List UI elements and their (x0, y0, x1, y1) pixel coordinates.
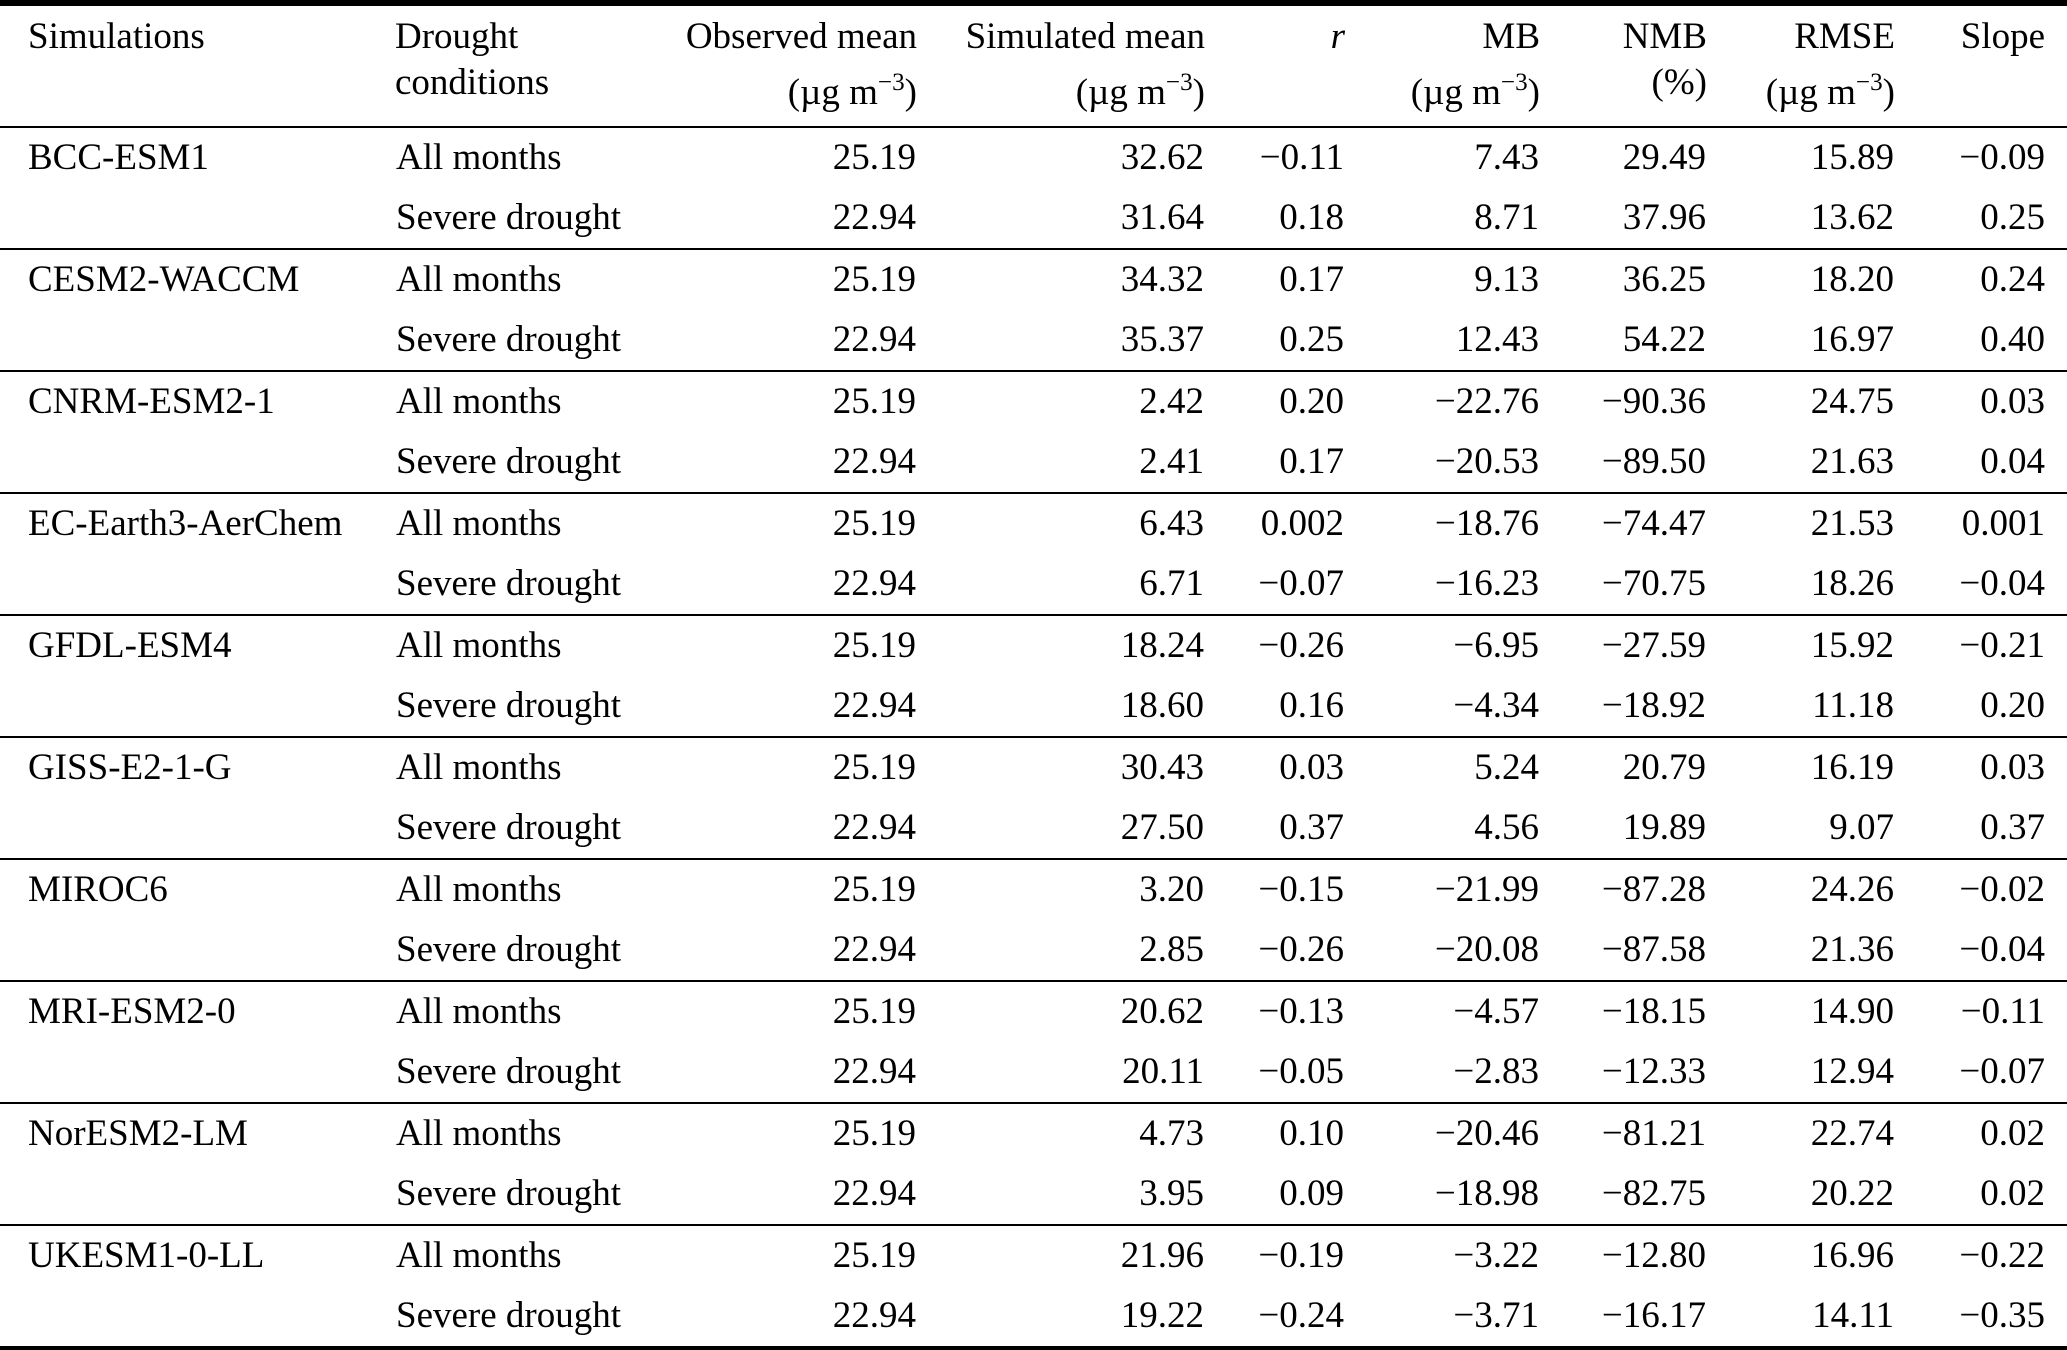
rmse-cell: 16.19 (1810, 746, 1894, 788)
nmb-cell: −82.75 (1601, 1172, 1706, 1214)
slope-cell: −0.09 (1959, 136, 2045, 178)
nmb-cell: −27.59 (1601, 624, 1706, 666)
table-row (0, 859, 2067, 920)
observed-cell: 25.19 (832, 868, 916, 910)
r-cell: −0.19 (1258, 1234, 1344, 1276)
model-name-cell (0, 676, 395, 737)
slope-cell: −0.35 (1959, 1294, 2045, 1336)
nmb-cell: 54.22 (1622, 318, 1706, 360)
col-header-label: Observed mean (685, 16, 917, 57)
rmse-cell: 21.53 (1810, 502, 1894, 544)
model-name-cell: BCC-ESM1 (28, 136, 209, 178)
observed-cell: 22.94 (832, 196, 916, 238)
observed-cell: 22.94 (832, 806, 916, 848)
table-row (0, 310, 2067, 371)
mb-cell: −18.76 (1434, 502, 1539, 544)
r-cell: 0.18 (1279, 196, 1344, 238)
condition-cell: Severe drought (396, 318, 622, 360)
observed-cell: 22.94 (832, 928, 916, 970)
table-row (0, 1103, 2067, 1164)
mb-cell: 4.56 (1474, 806, 1539, 848)
model-name-cell (0, 432, 395, 493)
nmb-cell: −87.28 (1601, 868, 1706, 910)
r-cell: 0.002 (1260, 502, 1344, 544)
table-row (0, 371, 2067, 432)
nmb-cell: 19.89 (1622, 806, 1706, 848)
mb-cell: −21.99 (1434, 868, 1539, 910)
unit-superscript: −3 (877, 69, 905, 96)
nmb-cell: 37.96 (1622, 196, 1706, 238)
condition-cell: Severe drought (396, 1172, 622, 1214)
table-row (0, 493, 2067, 554)
nmb-cell: −89.50 (1601, 440, 1706, 482)
observed-cell: 22.94 (832, 562, 916, 604)
col-header-simulations (0, 3, 395, 127)
col-header-label: Drought conditions (395, 16, 550, 103)
table-row (0, 676, 2067, 737)
col-header-observed-mean (667, 3, 917, 127)
rmse-cell: 21.36 (1810, 928, 1894, 970)
condition-cell: All months (396, 136, 562, 178)
table-row (0, 1225, 2067, 1286)
nmb-cell: −70.75 (1601, 562, 1706, 604)
rmse-cell: 18.20 (1810, 258, 1894, 300)
model-group (0, 737, 2067, 859)
col-header-r (1205, 3, 1345, 127)
col-header-unit: (µg $m^{-3}$) (1765, 69, 1895, 113)
slope-cell: −0.21 (1959, 624, 2045, 666)
condition-cell: Severe drought (396, 1050, 622, 1092)
rmse-cell: 22.74 (1810, 1112, 1894, 1154)
r-cell: 0.17 (1279, 440, 1344, 482)
simulated-cell: 3.95 (1139, 1172, 1204, 1214)
r-cell: 0.25 (1279, 318, 1344, 360)
simulated-cell: 3.20 (1139, 868, 1204, 910)
simulated-cell: 21.96 (1120, 1234, 1204, 1276)
table-row (0, 798, 2067, 859)
observed-cell: 25.19 (832, 136, 916, 178)
observed-cell: 25.19 (832, 1234, 916, 1276)
condition-cell: Severe drought (396, 684, 622, 726)
nmb-cell: −16.17 (1601, 1294, 1706, 1336)
slope-cell: −0.07 (1959, 1050, 2045, 1092)
model-name-cell (0, 310, 395, 371)
model-group (0, 249, 2067, 371)
unit-superscript: −3 (1165, 69, 1193, 96)
rmse-cell: 18.26 (1810, 562, 1894, 604)
slope-cell: 0.03 (1980, 380, 2045, 422)
observed-cell: 25.19 (832, 258, 916, 300)
mb-cell: 12.43 (1455, 318, 1539, 360)
simulated-cell: 2.42 (1139, 380, 1204, 422)
condition-cell: All months (396, 868, 562, 910)
r-cell: −0.26 (1258, 928, 1344, 970)
model-name-cell (0, 798, 395, 859)
col-header-drought-conditions (395, 3, 667, 127)
observed-cell: 25.19 (832, 746, 916, 788)
r-cell: −0.05 (1258, 1050, 1344, 1092)
rmse-cell: 16.97 (1810, 318, 1894, 360)
model-group (0, 1225, 2067, 1348)
slope-cell: −0.04 (1959, 928, 2045, 970)
table-row (0, 920, 2067, 981)
mb-cell: −20.46 (1434, 1112, 1539, 1154)
simulated-cell: 6.43 (1139, 502, 1204, 544)
simulated-cell: 31.64 (1120, 196, 1204, 238)
observed-cell: 25.19 (832, 502, 916, 544)
mb-cell: −6.95 (1453, 624, 1539, 666)
mb-cell: 8.71 (1474, 196, 1539, 238)
table-row (0, 188, 2067, 249)
observed-cell: 25.19 (832, 990, 916, 1032)
simulated-cell: 20.11 (1122, 1050, 1204, 1092)
observed-cell: 22.94 (832, 318, 916, 360)
mb-cell: −20.08 (1434, 928, 1539, 970)
slope-cell: 0.04 (1980, 440, 2045, 482)
rmse-cell: 15.92 (1810, 624, 1894, 666)
r-cell: 0.16 (1279, 684, 1344, 726)
rmse-cell: 9.07 (1829, 806, 1894, 848)
table-row (0, 981, 2067, 1042)
simulated-cell: 27.50 (1120, 806, 1204, 848)
rmse-cell: 13.62 (1810, 196, 1894, 238)
rmse-cell: 14.11 (1812, 1294, 1894, 1336)
mb-cell: −18.98 (1434, 1172, 1539, 1214)
table-row (0, 554, 2067, 615)
model-group (0, 493, 2067, 615)
model-group (0, 615, 2067, 737)
table-row (0, 615, 2067, 676)
col-header-label: Simulated mean (965, 16, 1205, 57)
table-row (0, 1164, 2067, 1225)
table-row (0, 737, 2067, 798)
table-header (0, 3, 2067, 127)
mb-cell: −22.76 (1434, 380, 1539, 422)
col-header-nmb (1540, 3, 1707, 127)
condition-cell: All months (396, 502, 562, 544)
nmb-cell: −74.47 (1601, 502, 1706, 544)
col-header-label: Simulations (28, 16, 205, 57)
slope-cell: −0.04 (1959, 562, 2045, 604)
col-header-unit: (µg $m^{-3}$) (1075, 69, 1205, 113)
table-row (0, 127, 2067, 188)
nmb-cell: −81.21 (1601, 1112, 1706, 1154)
rmse-cell: 12.94 (1810, 1050, 1894, 1092)
rmse-cell: 14.90 (1810, 990, 1894, 1032)
nmb-cell: 20.79 (1622, 746, 1706, 788)
r-cell: −0.07 (1258, 562, 1344, 604)
slope-cell: 0.03 (1980, 746, 2045, 788)
table-row (0, 1042, 2067, 1103)
model-name-cell: UKESM1-0-LL (28, 1234, 265, 1276)
model-name-cell: GFDL-ESM4 (28, 624, 232, 666)
nmb-cell: 36.25 (1622, 258, 1706, 300)
mb-cell: −2.83 (1453, 1050, 1539, 1092)
model-group (0, 859, 2067, 981)
slope-cell: −0.22 (1959, 1234, 2045, 1276)
r-cell: 0.09 (1279, 1172, 1344, 1214)
condition-cell: All months (396, 258, 562, 300)
model-name-cell (0, 1164, 395, 1225)
model-name-cell (0, 1286, 395, 1348)
slope-cell: 0.02 (1980, 1172, 2045, 1214)
model-name-cell (0, 554, 395, 615)
nmb-cell: −90.36 (1601, 380, 1706, 422)
simulated-cell: 32.62 (1120, 136, 1204, 178)
col-header-label: r (1330, 16, 1345, 57)
model-name-cell: EC-Earth3-AerChem (28, 502, 343, 544)
model-name-cell: NorESM2-LM (28, 1112, 248, 1154)
col-header-rmse (1707, 3, 1895, 127)
col-header-label: NMB (1622, 16, 1707, 57)
simulated-cell: 4.73 (1139, 1112, 1204, 1154)
col-header-unit: (%) (1651, 62, 1707, 103)
observed-cell: 22.94 (832, 440, 916, 482)
condition-cell: Severe drought (396, 928, 622, 970)
r-cell: −0.26 (1258, 624, 1344, 666)
r-cell: −0.24 (1258, 1294, 1344, 1336)
col-header-unit: (µg $m^{-3}$) (787, 69, 917, 113)
mb-cell: 9.13 (1474, 258, 1539, 300)
nmb-cell: −18.15 (1601, 990, 1706, 1032)
simulated-cell: 2.41 (1139, 440, 1204, 482)
observed-cell: 25.19 (832, 624, 916, 666)
observed-cell: 25.19 (832, 380, 916, 422)
observed-cell: 22.94 (832, 1050, 916, 1092)
col-header-slope (1895, 3, 2067, 127)
rmse-cell: 15.89 (1810, 136, 1894, 178)
rmse-cell: 21.63 (1810, 440, 1894, 482)
mb-cell: −20.53 (1434, 440, 1539, 482)
condition-cell: Severe drought (396, 562, 622, 604)
model-name-cell: MIROC6 (28, 868, 168, 910)
simulated-cell: 6.71 (1139, 562, 1204, 604)
simulated-cell: 19.22 (1120, 1294, 1204, 1336)
model-group (0, 371, 2067, 493)
rmse-cell: 24.26 (1810, 868, 1894, 910)
model-name-cell: CNRM-ESM2-1 (28, 380, 275, 422)
r-cell: −0.11 (1259, 136, 1344, 178)
rmse-cell: 11.18 (1812, 684, 1894, 726)
model-group (0, 127, 2067, 249)
slope-cell: 0.001 (1961, 502, 2045, 544)
model-group (0, 981, 2067, 1103)
slope-cell: −0.02 (1959, 868, 2045, 910)
mb-cell: −3.22 (1453, 1234, 1539, 1276)
condition-cell: All months (396, 380, 562, 422)
rmse-cell: 16.96 (1810, 1234, 1894, 1276)
slope-cell: 0.25 (1980, 196, 2045, 238)
slope-cell: 0.37 (1980, 806, 2045, 848)
simulated-cell: 18.24 (1120, 624, 1204, 666)
simulated-cell: 30.43 (1120, 746, 1204, 788)
condition-cell: Severe drought (396, 806, 622, 848)
r-cell: 0.20 (1279, 380, 1344, 422)
col-header-simulated-mean (917, 3, 1205, 127)
mb-cell: 7.43 (1474, 136, 1539, 178)
simulated-cell: 34.32 (1120, 258, 1204, 300)
table-row (0, 432, 2067, 493)
col-header-label: RMSE (1794, 16, 1895, 57)
condition-cell: All months (396, 1234, 562, 1276)
observed-cell: 22.94 (832, 1172, 916, 1214)
simulated-cell: 35.37 (1120, 318, 1204, 360)
model-name-cell (0, 1042, 395, 1103)
model-name-cell: MRI-ESM2-0 (28, 990, 236, 1032)
observed-cell: 25.19 (832, 1112, 916, 1154)
condition-cell: All months (396, 746, 562, 788)
r-cell: 0.17 (1279, 258, 1344, 300)
table-row (0, 1286, 2067, 1348)
header-row (0, 3, 2067, 127)
slope-cell: 0.40 (1980, 318, 2045, 360)
nmb-cell: −12.80 (1601, 1234, 1706, 1276)
condition-cell: All months (396, 1112, 562, 1154)
model-group (0, 1103, 2067, 1225)
table-row (0, 249, 2067, 310)
col-header-unit: (µg $m^{-3}$) (1410, 69, 1540, 113)
r-cell: 0.37 (1279, 806, 1344, 848)
col-header-label: Slope (1960, 16, 2045, 57)
mb-cell: −16.23 (1434, 562, 1539, 604)
mb-cell: −3.71 (1453, 1294, 1539, 1336)
condition-cell: All months (396, 624, 562, 666)
col-header-mb (1345, 3, 1540, 127)
mb-cell: −4.34 (1453, 684, 1539, 726)
slope-cell: 0.02 (1980, 1112, 2045, 1154)
col-header-label: MB (1482, 16, 1540, 57)
condition-cell: All months (396, 990, 562, 1032)
r-cell: −0.15 (1258, 868, 1344, 910)
observed-cell: 22.94 (832, 684, 916, 726)
r-cell: −0.13 (1258, 990, 1344, 1032)
rmse-cell: 24.75 (1810, 380, 1894, 422)
unit-superscript: −3 (1500, 69, 1528, 96)
mb-cell: −4.57 (1453, 990, 1539, 1032)
simulated-cell: 2.85 (1139, 928, 1204, 970)
nmb-cell: −87.58 (1601, 928, 1706, 970)
observed-cell: 22.94 (832, 1294, 916, 1336)
simulated-cell: 18.60 (1120, 684, 1204, 726)
nmb-cell: −18.92 (1601, 684, 1706, 726)
mb-cell: 5.24 (1474, 746, 1539, 788)
unit-superscript: −3 (1855, 69, 1883, 96)
model-name-cell (0, 188, 395, 249)
nmb-cell: −12.33 (1601, 1050, 1706, 1092)
rmse-cell: 20.22 (1810, 1172, 1894, 1214)
model-name-cell: CESM2-WACCM (28, 258, 300, 300)
model-name-cell: GISS-E2-1-G (28, 746, 232, 788)
model-name-cell (0, 920, 395, 981)
condition-cell: Severe drought (396, 1294, 622, 1336)
slope-cell: −0.11 (1960, 990, 2045, 1032)
condition-cell: Severe drought (396, 440, 622, 482)
simulated-cell: 20.62 (1120, 990, 1204, 1032)
r-cell: 0.10 (1279, 1112, 1344, 1154)
condition-cell: Severe drought (396, 196, 622, 238)
r-cell: 0.03 (1279, 746, 1344, 788)
slope-cell: 0.24 (1980, 258, 2045, 300)
nmb-cell: 29.49 (1622, 136, 1706, 178)
slope-cell: 0.20 (1980, 684, 2045, 726)
